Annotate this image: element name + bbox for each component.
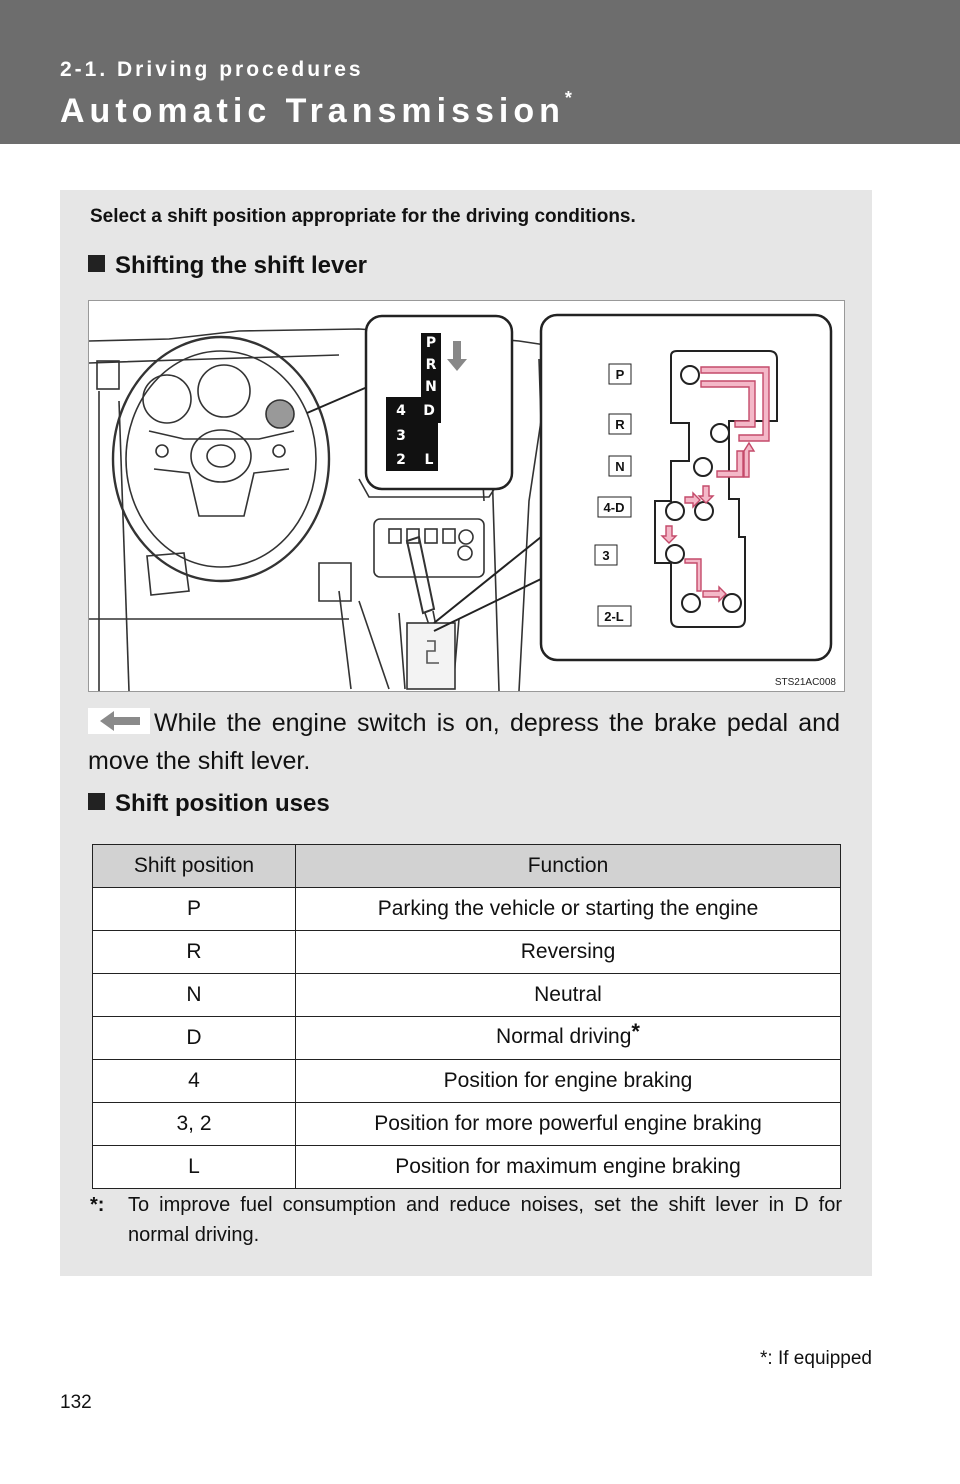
position-label-3: 3: [602, 548, 610, 563]
if-equipped-note: *: If equipped: [760, 1348, 872, 1369]
cell-function: Reversing: [296, 931, 841, 974]
position-label-r: R: [615, 417, 625, 432]
caption-text: While the engine switch is on, depress the brake pedal and move the shift lever.: [88, 709, 840, 775]
position-label-4d: 4-D: [603, 500, 625, 515]
cell-position: P: [93, 888, 296, 931]
position-label-p: P: [615, 367, 625, 382]
gate-label-4: 4: [396, 403, 406, 419]
section-heading-text: Shift position uses: [115, 790, 330, 817]
cell-position: 4: [93, 1060, 296, 1103]
caption: [88, 704, 840, 780]
page-number: 132: [60, 1392, 92, 1413]
intro-text: Select a shift position appropriate for the driving conditions.: [90, 206, 636, 227]
title-asterisk: *: [564, 88, 572, 108]
table-row: [93, 974, 841, 1017]
position-label-n: N: [615, 459, 625, 474]
cell-function: Position for engine braking: [296, 1060, 841, 1103]
cell-position: R: [93, 931, 296, 974]
cell-function: Position for maximum engine braking: [296, 1146, 841, 1189]
cell-position: D: [93, 1017, 296, 1060]
column-header-function: Function: [296, 845, 841, 888]
square-bullet-icon: [88, 793, 105, 810]
cell-function: Position for more powerful engine braking: [296, 1103, 841, 1146]
column-header-position: Shift position: [93, 845, 296, 888]
footnote-marker: *: [631, 1019, 640, 1044]
position-label-2l: 2-L: [604, 609, 624, 624]
cell-position: L: [93, 1146, 296, 1189]
illustration-code: STS21AC008: [774, 677, 836, 688]
gate-label-2: 2: [396, 452, 406, 468]
cell-position: N: [93, 974, 296, 1017]
table-row: [93, 1103, 841, 1146]
cell-function: Neutral: [296, 974, 841, 1017]
cell-function-text: Normal driving: [496, 1025, 632, 1048]
square-bullet-icon: [88, 255, 105, 272]
table-header-row: [93, 845, 841, 888]
footnote: [90, 1190, 842, 1250]
cell-function: [296, 1017, 841, 1060]
shift-lever-illustration: [88, 300, 845, 692]
table-row: [93, 1017, 841, 1060]
table-row: [93, 1060, 841, 1103]
table-row: [93, 888, 841, 931]
section-heading-text: Shifting the shift lever: [115, 252, 368, 279]
gate-label-r: R: [425, 357, 437, 373]
cell-function: Parking the vehicle or starting the engine: [296, 888, 841, 931]
gate-label-p: P: [425, 335, 437, 351]
gate-label-n: N: [425, 379, 437, 395]
section-heading-shifting: [88, 252, 367, 280]
section-heading-uses: [88, 790, 330, 818]
shift-arrow-icon: [88, 708, 150, 734]
gate-label-l: L: [424, 452, 434, 468]
footnote-text: To improve fuel consumption and reduce noises, set the shift lever in D for normal driving.: [128, 1194, 842, 1246]
footnote-mark: *:: [90, 1194, 105, 1216]
section-label: 2-1. Driving procedures: [60, 58, 364, 81]
dashboard-drawing: [89, 301, 846, 693]
shift-position-table: [92, 844, 841, 1189]
table-row: [93, 931, 841, 974]
table-row: [93, 1146, 841, 1189]
gate-label-d: D: [423, 403, 435, 419]
page-title-text: Automatic Transmission: [60, 92, 565, 130]
page-header: [0, 0, 960, 144]
page-title: [60, 88, 572, 131]
gate-label-3: 3: [396, 428, 406, 444]
cell-position: 3, 2: [93, 1103, 296, 1146]
